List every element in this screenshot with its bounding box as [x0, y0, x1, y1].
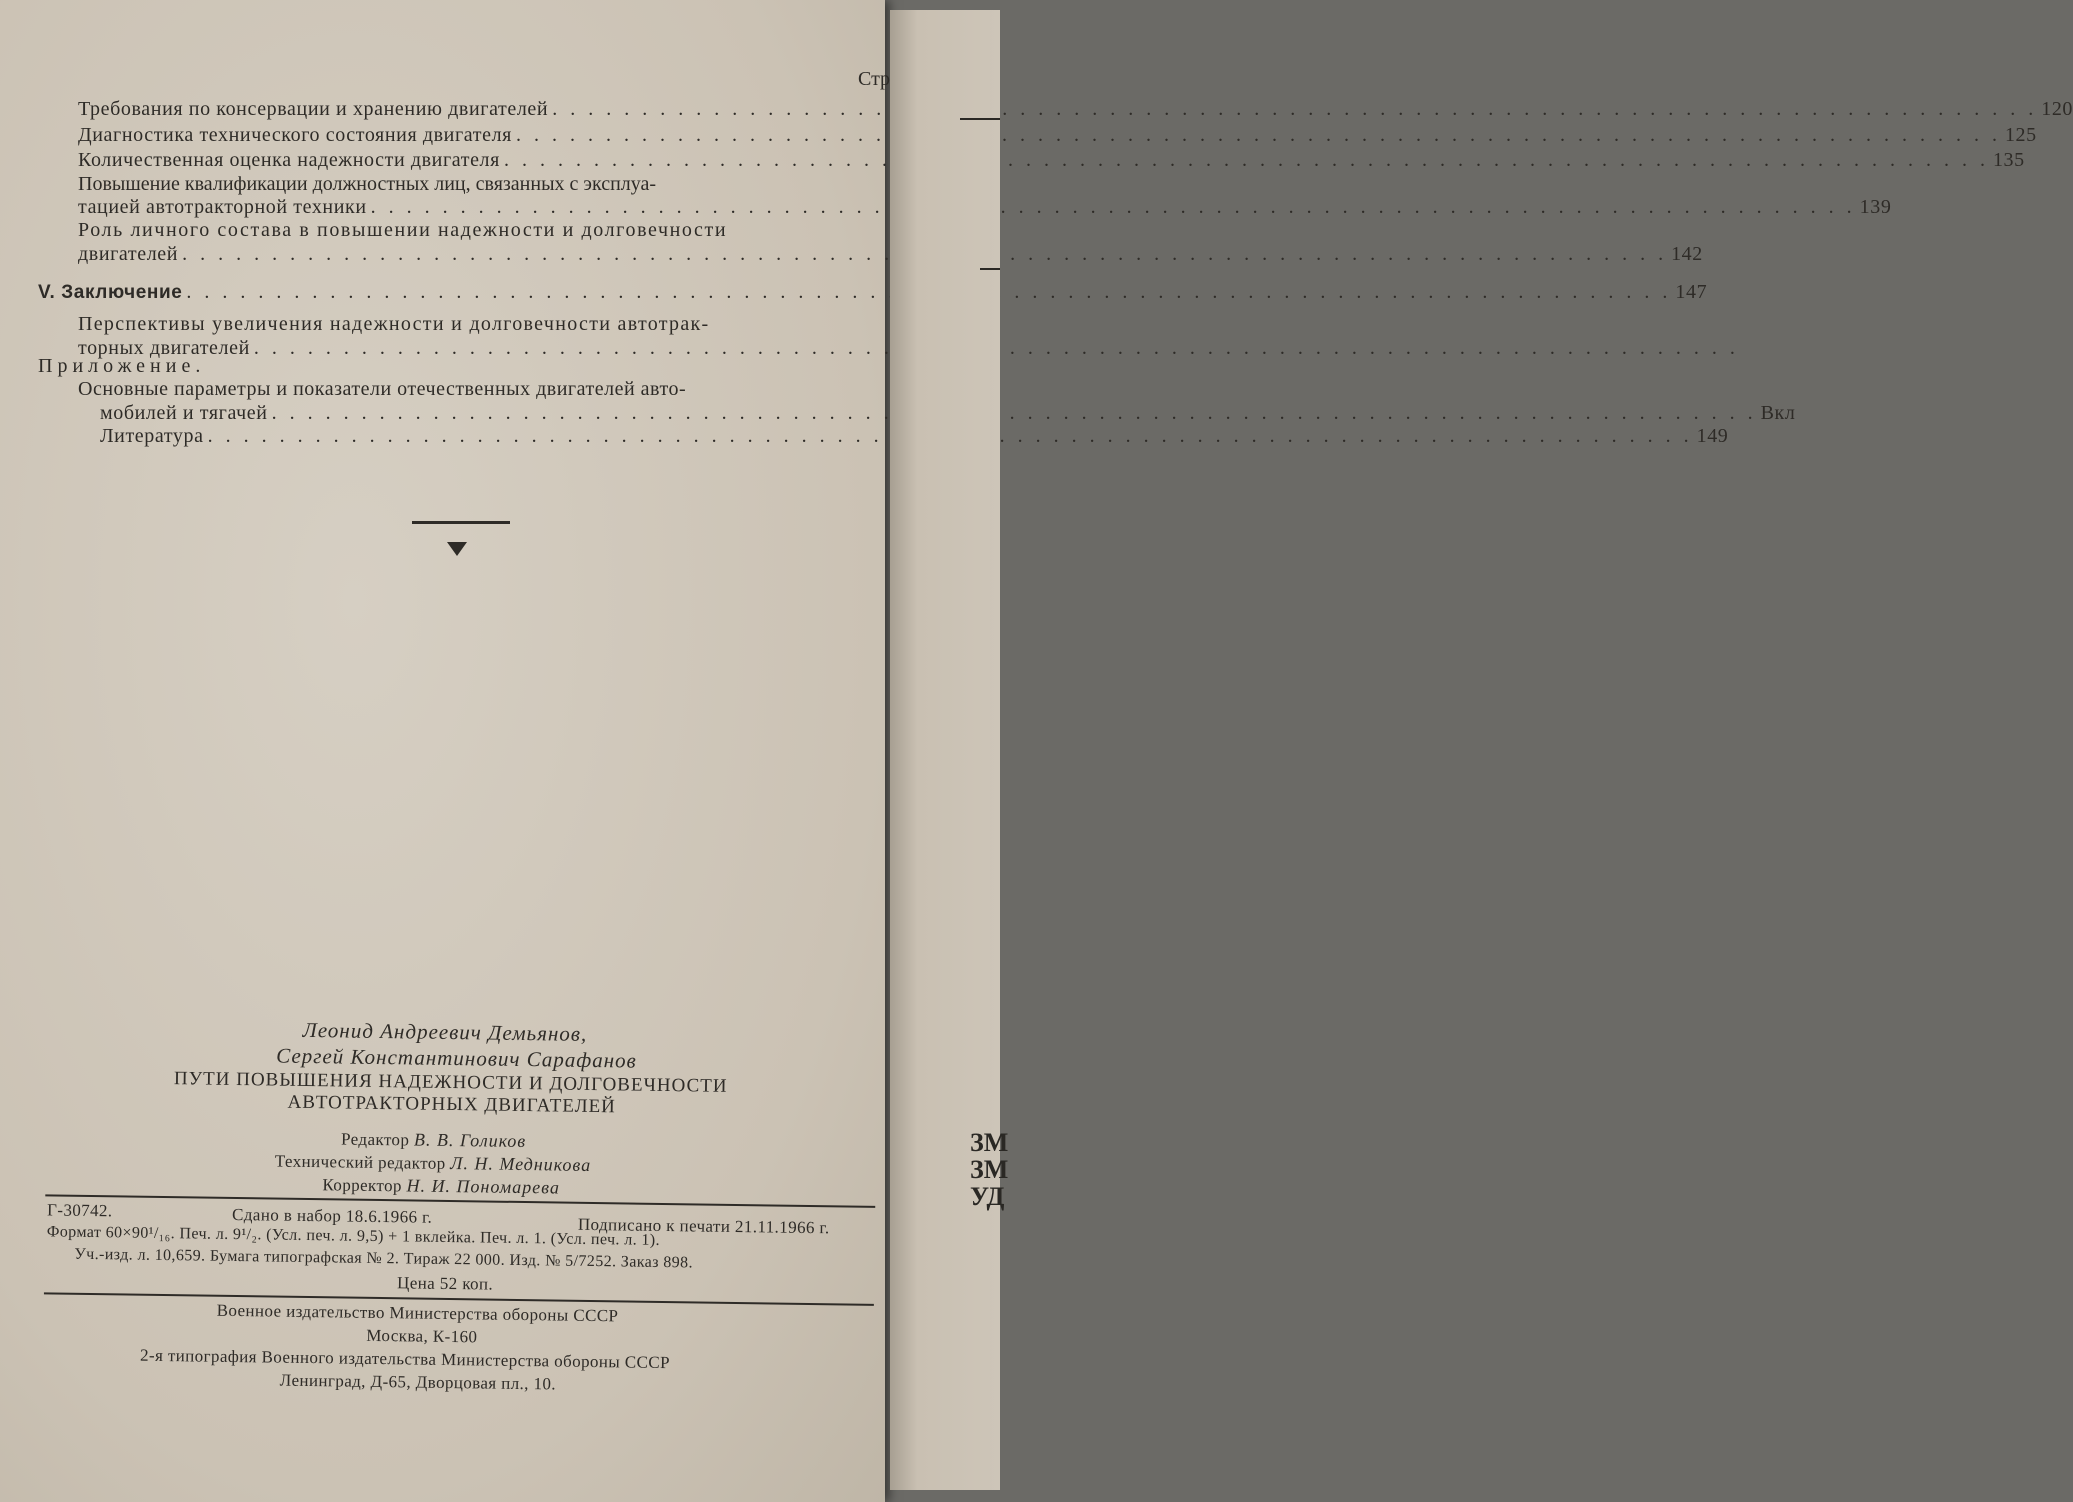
- toc-entry: Диагностика технического состояния двигателя . . . 125: [78, 124, 888, 147]
- colophon: [3, 1014, 888, 1394]
- book-title-line-2: АВТОТРАКТОРНЫХ ДВИГАТЕЛЕЙ: [287, 1091, 617, 1118]
- appendix-label: Приложение.: [38, 355, 206, 377]
- toc-entry-line: Роль личного состава в повышении надежности и долговечности: [78, 219, 728, 241]
- author-1: Леонид Андреевич Демьянов,: [302, 1017, 588, 1046]
- dot-leader: [371, 196, 1856, 219]
- toc-entry-line: Перспективы увеличения надежности и долговечности автотрак-: [78, 313, 710, 335]
- print-run-line: Уч.-изд. л. 10,659. Бумага типографская № 2. Тираж 22 000. Изд. № 5/7252. Заказ 898.: [74, 1245, 694, 1272]
- toc-entry: торных двигателей . . .: [78, 337, 835, 360]
- end-divider-line: [412, 521, 510, 524]
- tech-editor-credit: Технический редактор Л. Н. Медникова: [274, 1151, 592, 1175]
- dot-leader: [504, 149, 1989, 172]
- toc-entry: двигателей . . . 142: [78, 243, 888, 266]
- toc-entry-line: Повышение квалификации должностных лиц, связанных с эксплуа-: [78, 173, 657, 195]
- stub-rule: [980, 268, 1000, 270]
- submitted-date: Сдано в набор 18.6.1966 г.: [231, 1204, 433, 1227]
- format-line: Формат 60×90¹/₁₆. Печ. л. 9¹/₂. (Усл. печ. л. 9,5) + 1 вклейка. Печ. л. 1. (Усл. печ. л. 1).: [46, 1223, 661, 1249]
- author-2: Сергей Константинович Сарафанов: [276, 1043, 637, 1073]
- dot-leader: [552, 98, 2037, 121]
- toc-entry: Количественная оценка надежности двигателя . . . 135: [78, 149, 888, 172]
- printer-address: Ленинград, Д-65, Дворцовая пл., 10.: [279, 1370, 557, 1394]
- toc-entry: тацией автотракторной техники . . . 139: [78, 196, 888, 219]
- toc-entry: Литература . . . 149: [100, 425, 888, 448]
- print-code: Г-30742.: [46, 1200, 113, 1221]
- signed-date: Подписано к печати 21.11.1966 г.: [577, 1214, 830, 1238]
- stub-text: ЗМ: [970, 1155, 1009, 1184]
- stub-text: УД: [970, 1182, 1005, 1211]
- book-title-line-1: ПУТИ ПОВЫШЕНИЯ НАДЕЖНОСТИ И ДОЛГОВЕЧНОСТИ: [173, 1068, 728, 1097]
- stub-rule: [960, 118, 1000, 120]
- dot-leader: [516, 124, 2001, 147]
- stub-text: ЗМ: [970, 1128, 1009, 1157]
- toc-section: V. Заключение . . . 147: [38, 281, 888, 304]
- adjacent-page-edge: [890, 10, 1009, 1490]
- printer-name: 2-я типография Военного издательства Министерства обороны СССР: [139, 1345, 671, 1373]
- price: Цена 52 коп.: [396, 1273, 494, 1294]
- corrector-credit: Корректор Н. И. Пономарева: [322, 1175, 561, 1198]
- dot-leader: [272, 402, 1757, 425]
- publisher-city: Москва, К-160: [366, 1325, 478, 1347]
- toc-entry-line: Основные параметры и показатели отечественных двигателей авто-: [78, 378, 687, 400]
- toc-entry: мобилей и тягачей . . . Вкл: [100, 402, 895, 425]
- toc-page-header: Стр: [858, 68, 891, 90]
- publisher-name: Военное издательство Министерства обороны СССР: [216, 1300, 619, 1326]
- toc-entry: Требования по консервации и хранению двигателей . . . 120: [78, 98, 888, 121]
- editor-credit: Редактор В. В. Голиков: [340, 1129, 527, 1152]
- triangle-ornament-icon: [447, 542, 467, 556]
